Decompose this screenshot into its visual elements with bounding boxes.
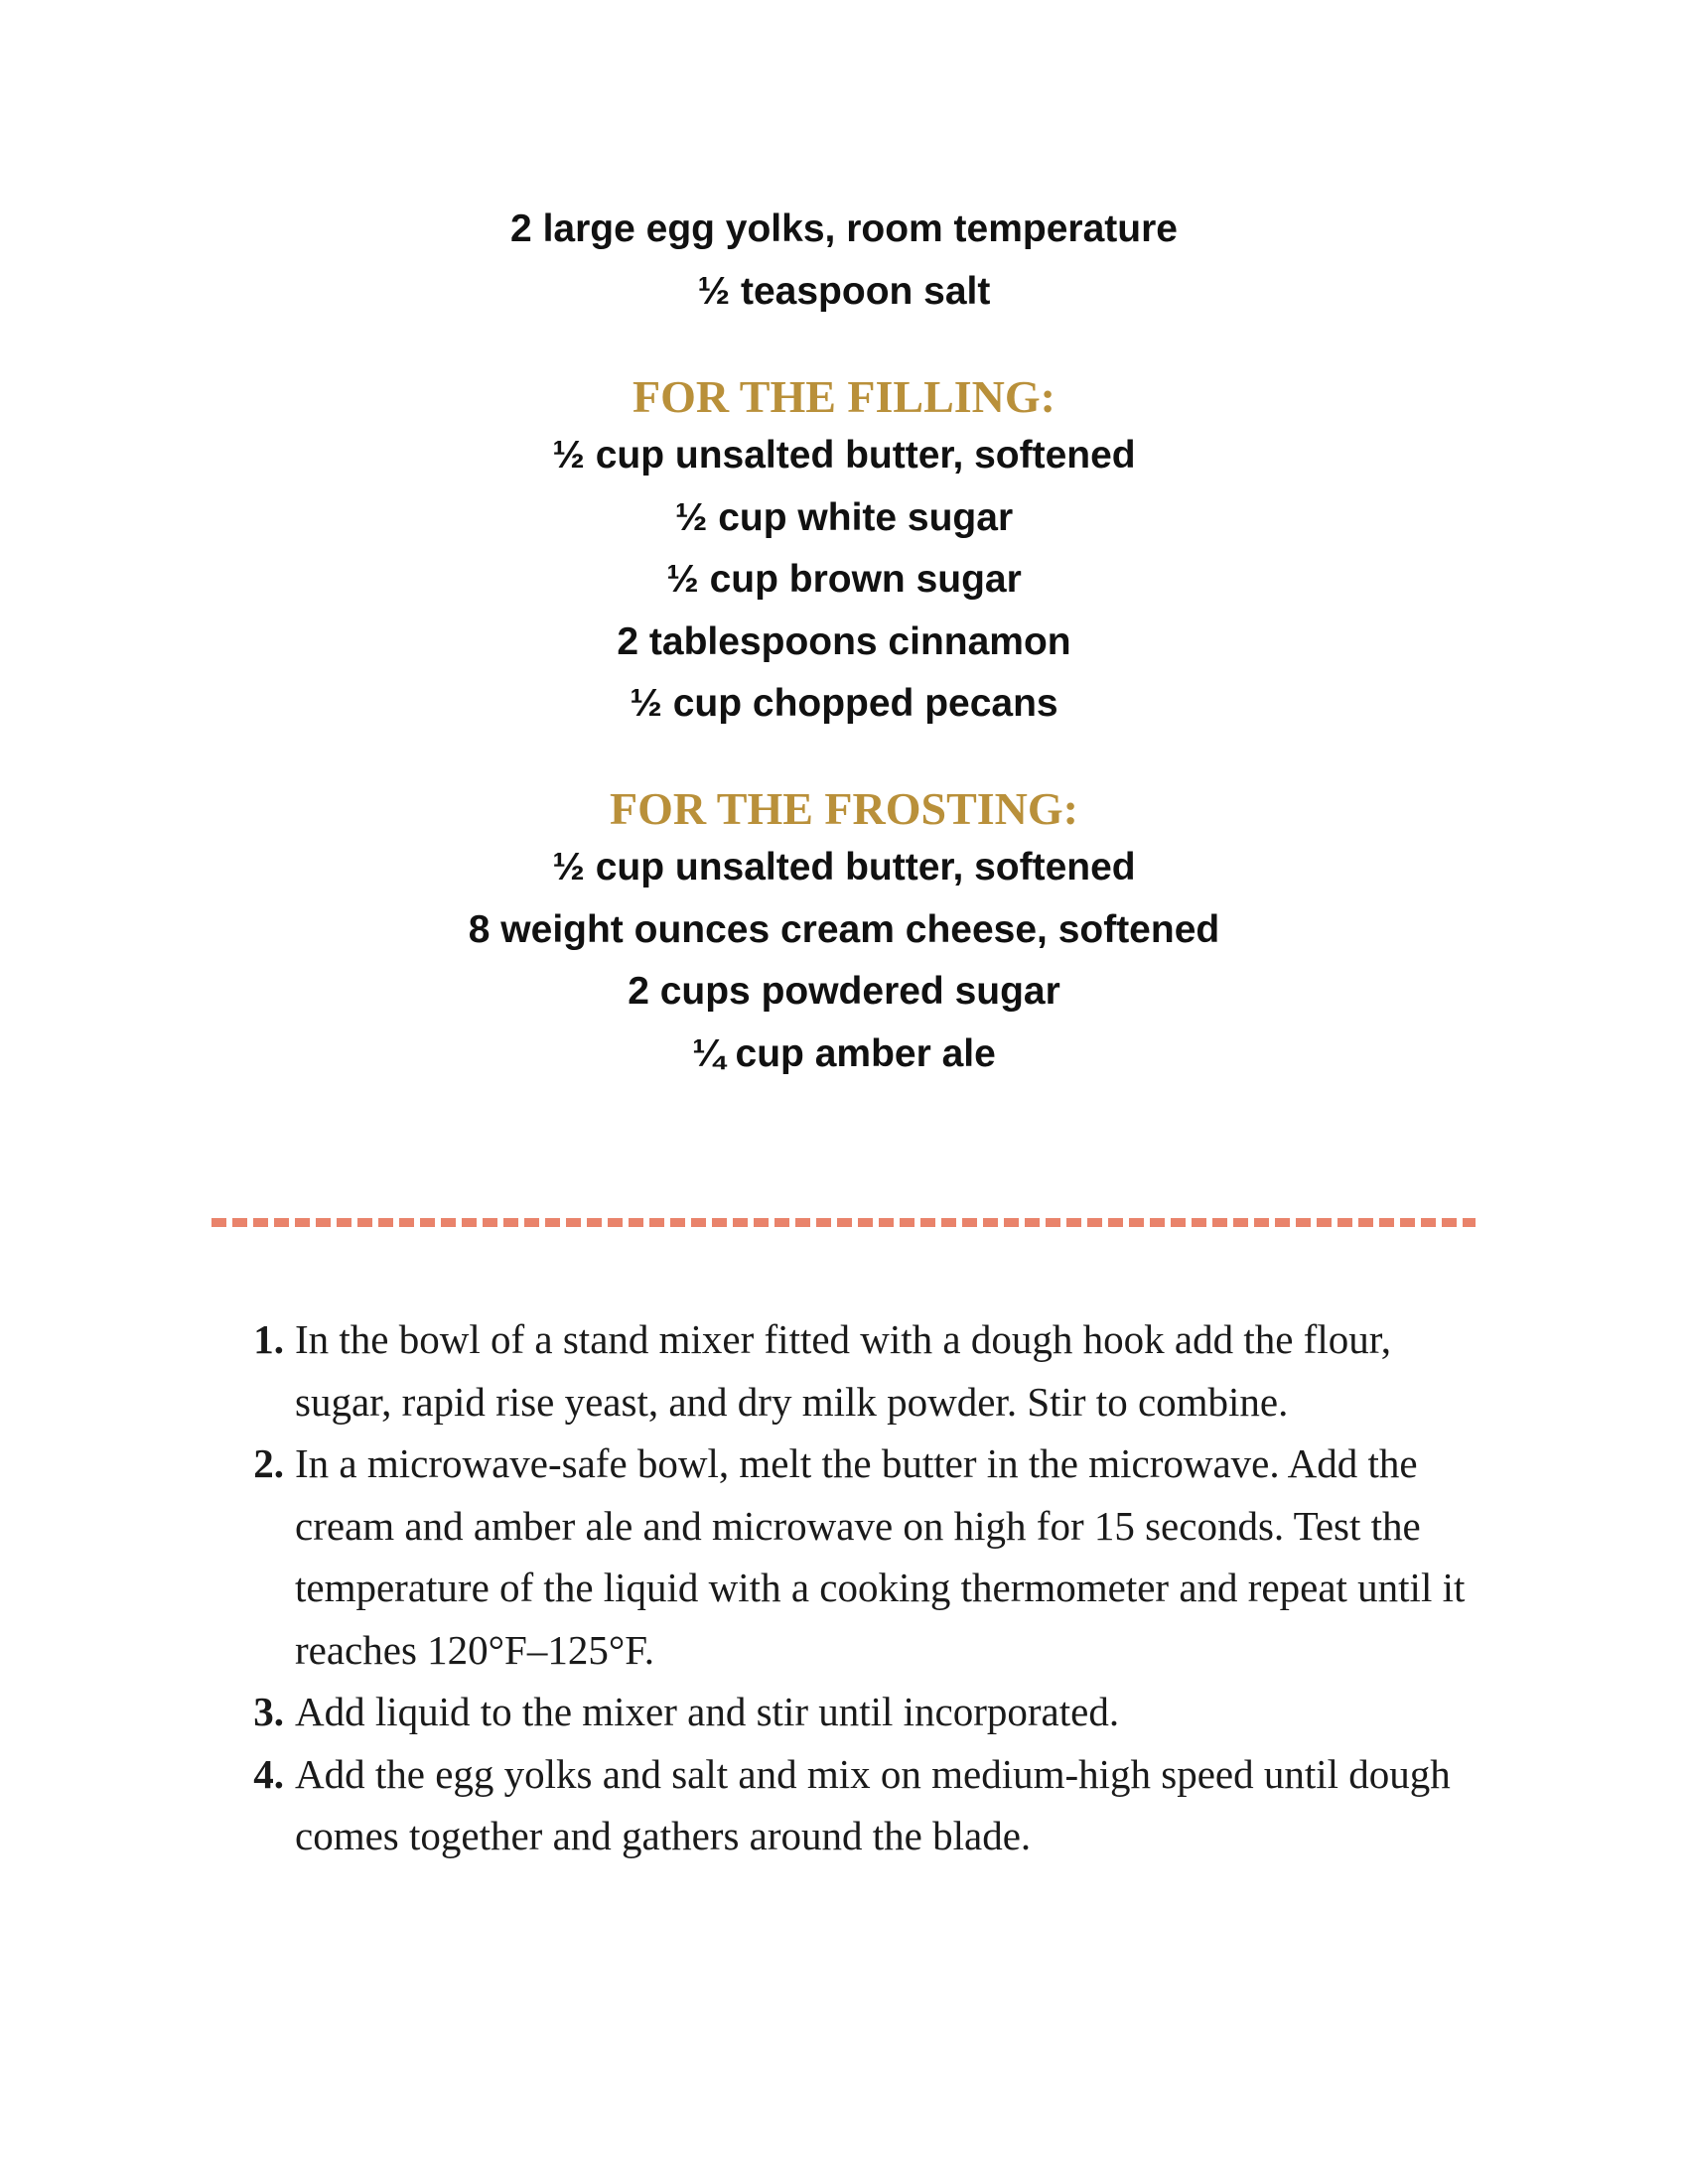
step-number: 1. [253, 1316, 284, 1362]
dashed-divider [211, 1218, 1476, 1227]
ingredient-item: ½ cup white sugar [674, 495, 1014, 539]
instruction-step [0, 1433, 1688, 1681]
ingredient-item: 2 large egg yolks, room temperature [510, 207, 1178, 250]
instruction-step [0, 1681, 1688, 1743]
frosting-section [0, 781, 1688, 1085]
ingredient-item: ½ cup unsalted butter, softened [552, 846, 1136, 888]
instructions-list [0, 1308, 1688, 1867]
dough-ingredients-list [0, 199, 1688, 323]
ingredient-item: 2 cups powdered sugar [628, 970, 1060, 1013]
ingredient-item: ½ cup unsalted butter, softened [552, 434, 1136, 477]
step-number: 4. [253, 1750, 284, 1797]
step-text: Add the egg yolks and salt and mix on medium-high speed until dough comes together and gathers around the blade. [295, 1750, 1451, 1858]
step-text: In the bowl of a stand mixer fitted with a dough hook add the flour, sugar, rapid rise yeast, and dry milk powder. Stir to combine. [295, 1316, 1391, 1425]
ingredient-item: ½ teaspoon salt [697, 269, 991, 313]
ingredient-item: ½ cup brown sugar [666, 558, 1022, 601]
ingredient-item: ½ cup chopped pecans [630, 682, 1058, 725]
frosting-heading: FOR THE FROSTING: [610, 783, 1078, 834]
step-number: 3. [253, 1689, 284, 1734]
instruction-step [0, 1308, 1688, 1433]
step-text: In a microwave-safe bowl, melt the butter in the microwave. Add the cream and amber ale and microwave on high for 15 seconds. Test the temperature of the liquid with a cooking thermometer and repeat until it reaches 120°F–125°F. [295, 1440, 1466, 1673]
step-number: 2. [253, 1440, 284, 1486]
step-text: Add liquid to the mixer and stir until incorporated. [295, 1689, 1120, 1734]
ingredient-item: 8 weight ounces cream cheese, softened [468, 907, 1220, 951]
ingredient-item: 2 tablespoons cinnamon [617, 619, 1071, 663]
ingredient-item: ¼ cup amber ale [692, 1031, 996, 1075]
instruction-step [0, 1743, 1688, 1867]
filling-heading: FOR THE FILLING: [633, 371, 1055, 422]
filling-section [0, 369, 1688, 736]
